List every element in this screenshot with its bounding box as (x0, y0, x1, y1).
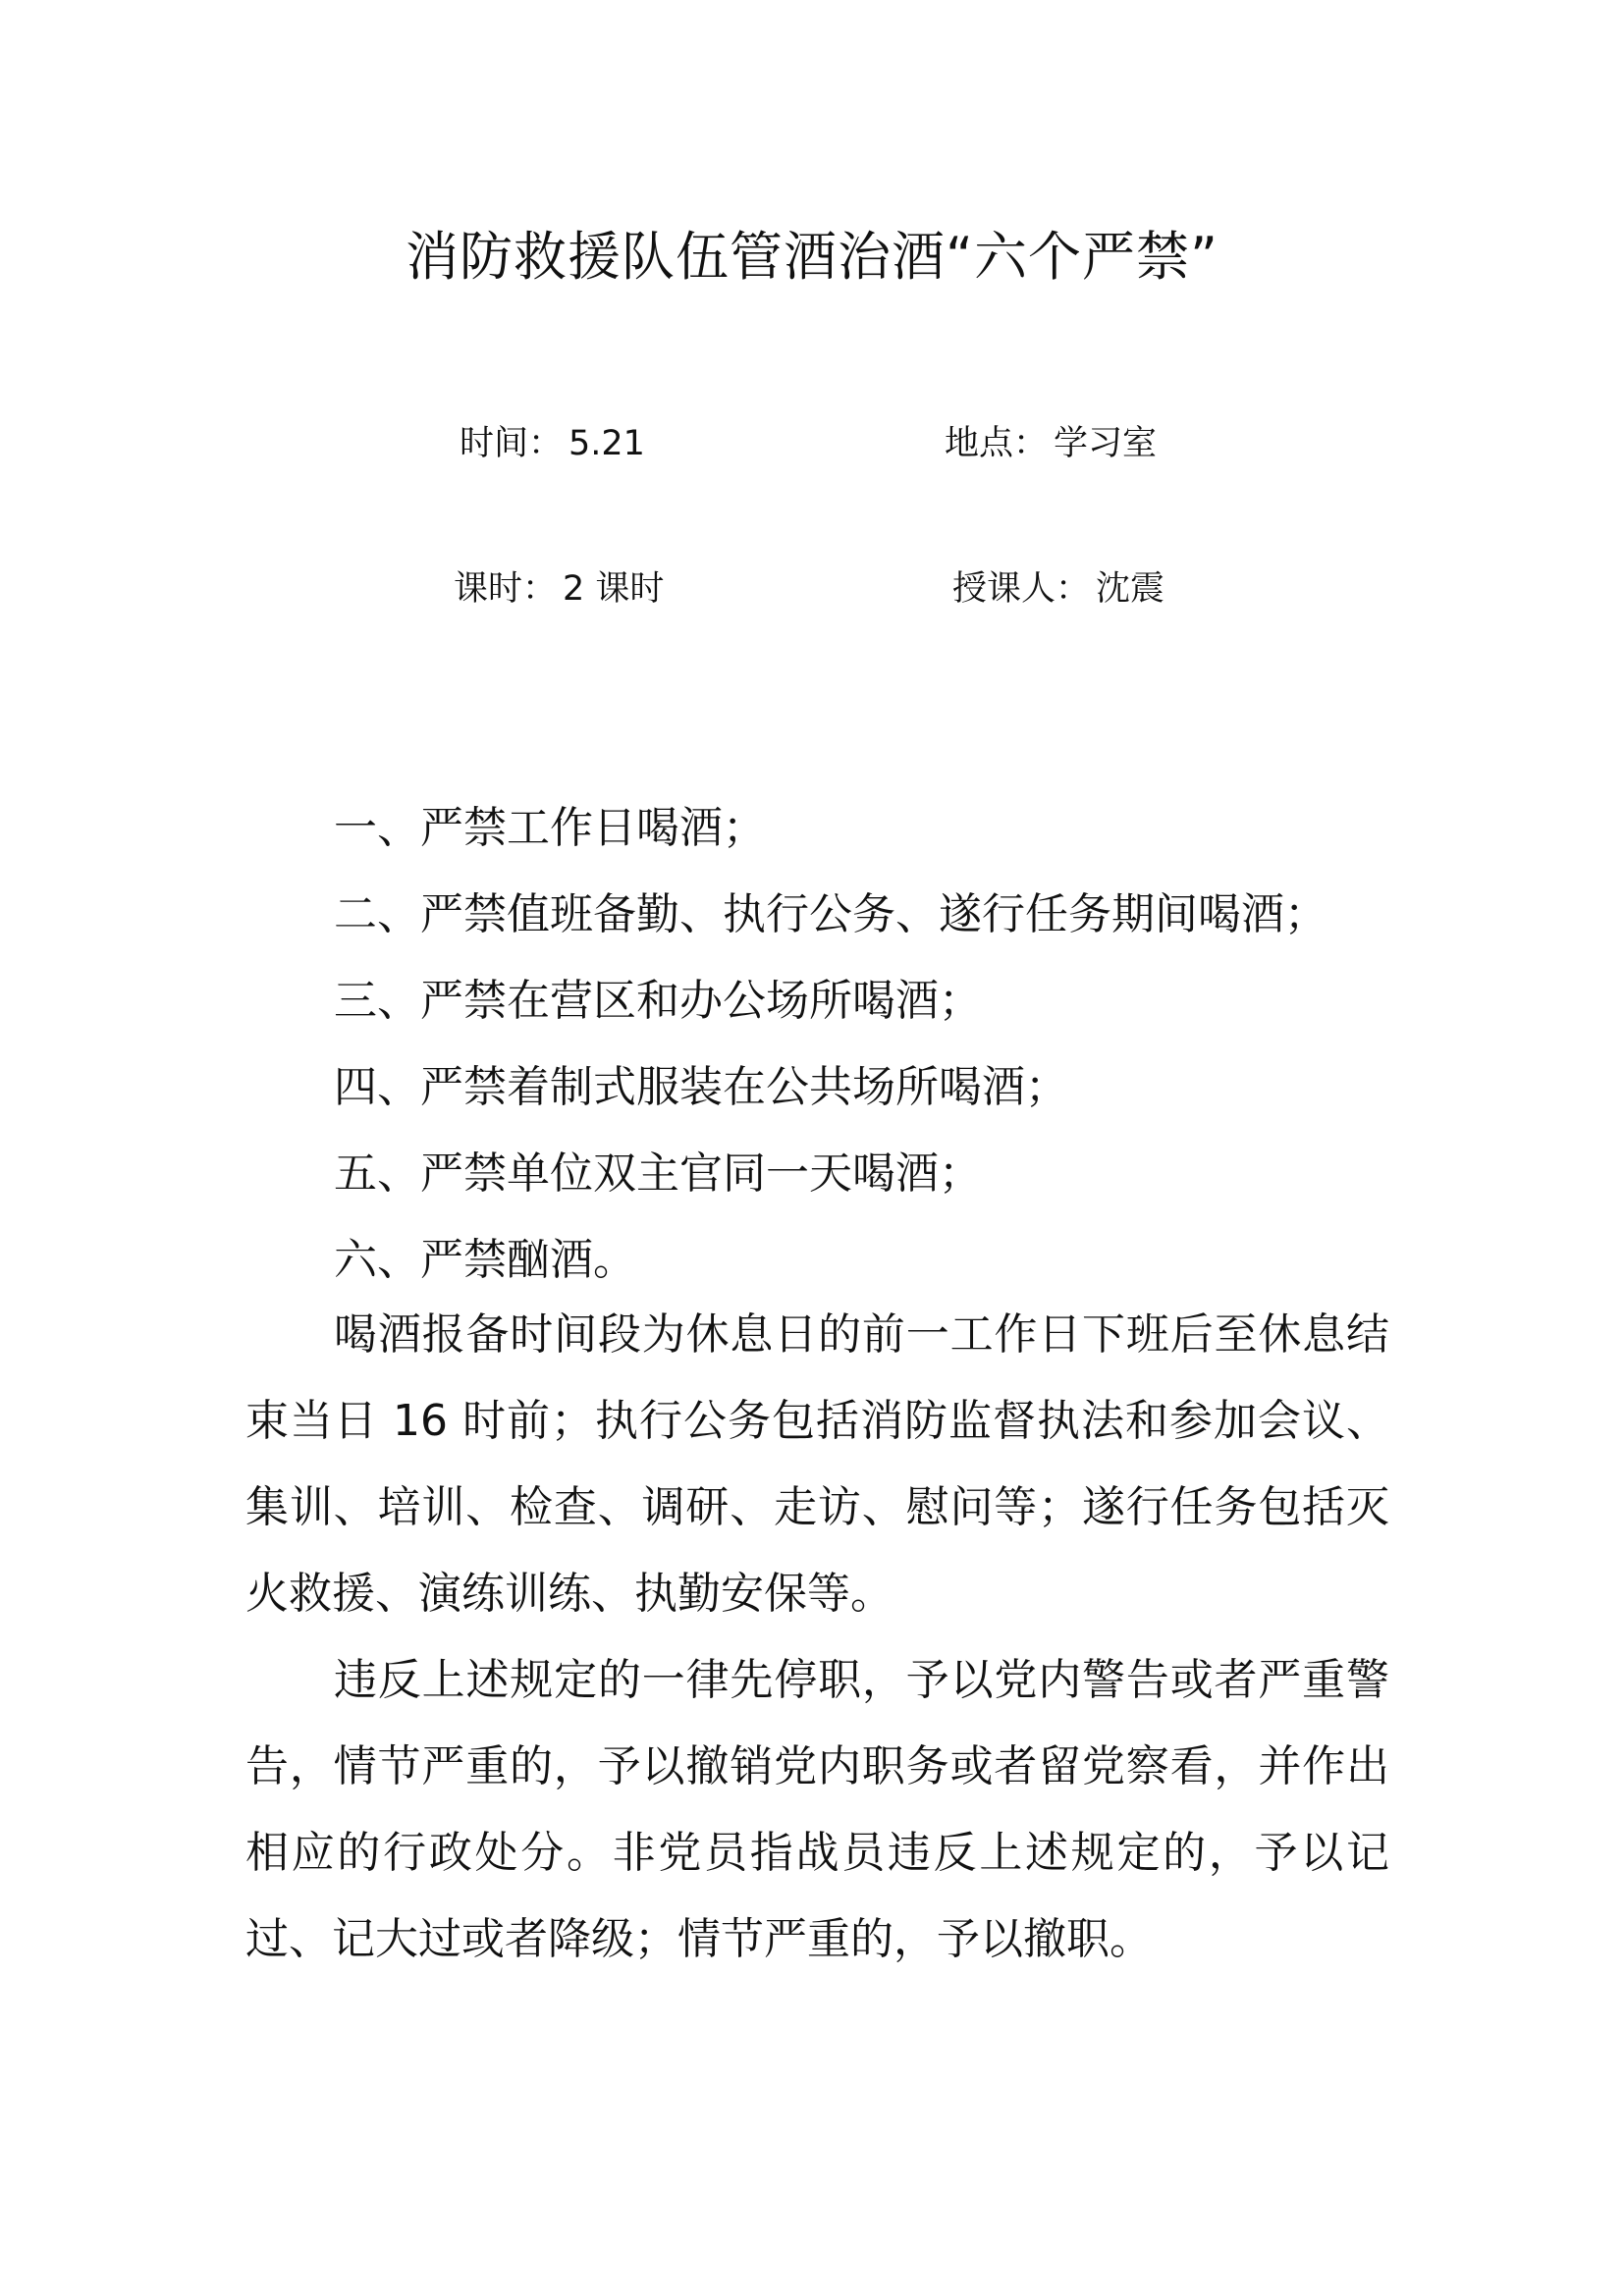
meta-place (945, 419, 1157, 468)
meta-teacher (952, 564, 1164, 614)
paragraph-penalties: 违反上述规定的一律先停职，予以党内警告或者严重警告，情节严重的，予以撤销党内职务或者留党察看，并作出相应的行政处分。非党员指战员违反上述规定的，予以记过、记大过或者降级；情节严重的，予以撤职。 (245, 1655, 1389, 1964)
rule-item-1: 一、严禁工作日喝酒； (334, 803, 766, 853)
hours-value: 2 课时 (563, 569, 665, 609)
rule-item-3: 三、严禁在营区和办公场所喝酒； (334, 976, 982, 1026)
paragraph-reporting-definitions: 喝酒报备时间段为休息日的前一工作日下班后至休息结束当日 16 时前；执行公务包括消防监督执法和参加会议、集训、培训、检查、调研、走访、慰问等；遂行任务包括灭火救援、演练训练、执勤安保等。 (245, 1309, 1389, 1619)
time-label: 时间： (460, 424, 564, 463)
document-title: 消防救援队伍管酒治酒“六个严禁” (406, 226, 1218, 288)
teacher-value: 沈震 (1096, 569, 1165, 609)
rule-item-5: 五、严禁单位双主官同一天喝酒； (334, 1148, 982, 1199)
place-value: 学习室 (1054, 424, 1158, 463)
hours-label: 课时： (454, 569, 558, 609)
rules-list (334, 785, 1414, 1304)
place-label: 地点： (945, 424, 1049, 463)
rule-item-2: 二、严禁值班备勤、执行公务、遂行任务期间喝酒； (334, 889, 1327, 939)
time-value: 5.21 (568, 424, 645, 463)
rule-item-4: 四、严禁着制式服装在公共场所喝酒； (334, 1062, 1068, 1112)
meta-time (460, 419, 645, 468)
rule-item-6: 六、严禁酗酒。 (334, 1235, 636, 1285)
meta-hours (454, 564, 664, 614)
teacher-label: 授课人： (952, 569, 1091, 609)
